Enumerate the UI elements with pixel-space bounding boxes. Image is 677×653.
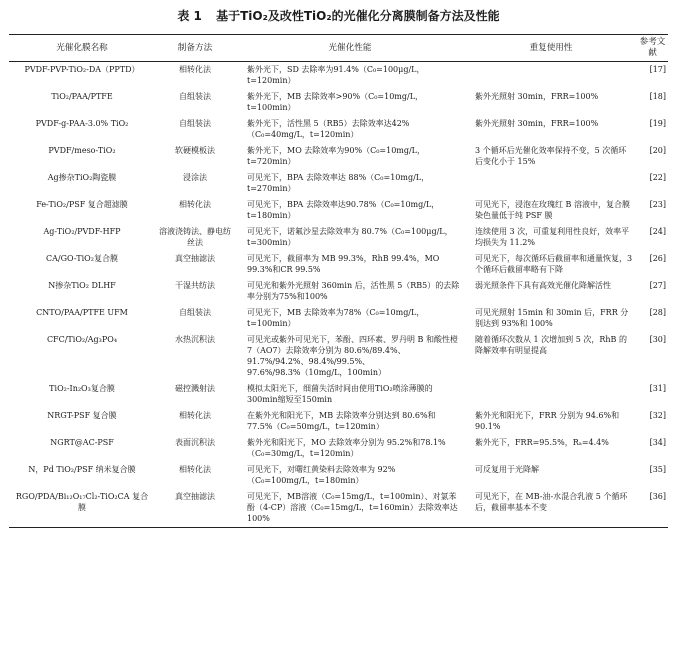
cell-membrane-name: RGO/PDA/Bi₁₂O₁₇Cl₂-TiO₂CA 复合膜 — [15, 492, 149, 512]
cell-reference: [28] — [649, 308, 666, 317]
cell-reuse — [465, 170, 637, 197]
table-caption — [9, 8, 668, 24]
header-reference: 参考文献 — [639, 37, 666, 58]
header-photocatalytic-performance: 光催化性能 — [328, 42, 372, 53]
cell-method: 相转化法 — [179, 200, 211, 209]
cell-method: 自组装法 — [179, 119, 211, 128]
cell-performance: 可见光和紫外光照射 360min 后，活性黑 5（RB5）的去除率分别为75%和100% — [247, 281, 460, 301]
cell-performance: 可见光下，截留率为 MB 99.3%，RhB 99.4%，MO 99.3%和CR 99.5% — [247, 254, 440, 274]
cell-reuse: 紫外光和阳光下，FRR 分别为 94.6%和 90.1% — [475, 411, 620, 431]
cell-reuse: 可见光照射 15min 和 30min 后，FRR 分别达到 93%和 100% — [475, 308, 629, 328]
header-preparation-method: 制备方法 — [177, 42, 213, 53]
cell-reference: [36] — [649, 492, 666, 501]
cell-method: 表面沉积法 — [175, 438, 215, 447]
cell-method: 磁控溅射法 — [175, 384, 215, 393]
cell-reuse: 紫外光照射 30min，FRR=100% — [475, 92, 599, 101]
cell-reference: [26] — [649, 254, 666, 263]
table-row — [9, 62, 668, 90]
cell-method: 相转化法 — [179, 65, 211, 74]
cell-method: 相转化法 — [179, 465, 211, 474]
cell-performance: 紫外光下，SD 去除率为91.4%（C₀=100μg/L，t=120min） — [247, 65, 425, 85]
cell-method: 真空抽滤法 — [175, 254, 215, 263]
cell-method: 干湿共纺法 — [175, 281, 215, 290]
cell-membrane-name: N，Pd TiO₂/PSF 纳米复合膜 — [28, 465, 136, 474]
cell-reuse: 紫外光照射 30min，FRR=100% — [475, 119, 599, 128]
cell-reference: [35] — [649, 465, 666, 474]
cell-method: 水热沉积法 — [175, 335, 215, 344]
cell-performance: 在紫外光和阳光下，MB 去除效率分别达到 80.6%和 77.5%（C₀=50mg/L，t=120min） — [247, 411, 436, 431]
cell-reference: [17] — [649, 65, 666, 74]
cell-performance: 紫外光下，MO 去除效率为90%（C₀=10mg/L，t=720min） — [247, 146, 425, 166]
cell-membrane-name: CA/GO-TiO₂复合膜 — [46, 254, 118, 263]
cell-membrane-name: Ag-TiO₂/PVDF-HFP — [43, 227, 121, 236]
cell-membrane-name: NRGT-PSF 复合膜 — [47, 411, 117, 420]
cell-method: 相转化法 — [179, 411, 211, 420]
table-row — [9, 381, 668, 408]
cell-reuse: 可见光下，在 MB-油-水混合乳液 5 个循环后，截留率基本不变 — [475, 492, 628, 512]
table-row — [9, 224, 668, 251]
cell-reuse: 可反复用于光降解 — [475, 465, 539, 474]
cell-reference: [31] — [649, 384, 666, 393]
cell-performance: 可见光下，MB溶液（C₀=15mg/L，t=100min）、对氯苯酚（4-CP）溶液（C₀=15mg/L，t=160min）去除效率达100% — [247, 492, 458, 523]
cell-membrane-name: PVDF-g-PAA-3.0% TiO₂ — [35, 119, 129, 128]
table-row — [9, 332, 668, 381]
cell-membrane-name: CNTO/PAA/PTFE UFM — [36, 308, 128, 317]
cell-reuse: 可见光下，每次循环后截留率和通量恢复，3 个循环后截留率略有下降 — [475, 254, 633, 274]
cell-membrane-name: CFC/TiO₂/Ag₃PO₄ — [46, 335, 118, 344]
cell-membrane-name: PVDF/meso-TiO₂ — [48, 146, 116, 155]
table-row — [9, 278, 668, 305]
table-row — [9, 305, 668, 332]
header-membrane-name: 光催化膜名称 — [56, 42, 108, 53]
cell-reference: [19] — [649, 119, 666, 128]
cell-performance: 紫外光下，MB 去除效率>90%（C₀=10mg/L，t=100min） — [247, 92, 424, 112]
table-row — [9, 170, 668, 197]
cell-reuse: 连续使用 3 次，可重复利用性良好，效率平均损失为 11.2% — [475, 227, 630, 247]
cell-performance: 可见光下，BPA 去除效率达 88%（C₀=10mg/L，t=270min） — [247, 173, 430, 193]
cell-membrane-name: NGRT@AC-PSF — [50, 438, 114, 447]
cell-reference: [27] — [649, 281, 666, 290]
cell-reference: [32] — [649, 411, 666, 420]
table-row — [9, 197, 668, 224]
cell-membrane-name: N掺杂TiO₂ DLHF — [48, 281, 116, 290]
cell-membrane-name: Ag掺杂TiO₂陶瓷膜 — [47, 173, 117, 182]
cell-performance: 模拟太阳光下，细菌失活时间由使用TiO₂喷涂薄膜的300min缩短至150min — [247, 384, 433, 404]
table-row — [9, 251, 668, 278]
table-row — [9, 143, 668, 170]
table-row — [9, 435, 668, 462]
cell-performance: 可见光下，BPA 去除效率达90.78%（C₀=10mg/L，t=180min） — [247, 200, 440, 220]
cell-reuse: 可见光下，浸泡在玫瑰红 B 溶液中，复合膜染色量低于纯 PSF 膜 — [475, 200, 630, 220]
cell-performance: 可见光下，MB 去除效率为78%（C₀=10mg/L，t=100min） — [247, 308, 425, 328]
table-row — [9, 462, 668, 489]
cell-performance: 可见光或紫外可见光下，苯酚、四环素、罗丹明 B 和酸性橙 7（AO7）去除效率分别为 80.6%/89.4%、91.7%/94.2%、98.4%/99.5%、97.6%/98.3%（10mg/L，100min） — [247, 335, 458, 377]
cell-membrane-name: TiO₂/PAA/PTFE — [51, 92, 113, 101]
cell-reuse — [465, 62, 637, 90]
cell-reuse: 弱光照条件下具有高效光催化降解活性 — [475, 281, 611, 290]
cell-reuse: 随着循环次数从 1 次增加到 5 次，RhB 的降解效率有明显提高 — [475, 335, 627, 355]
table-row — [9, 489, 668, 528]
cell-membrane-name: TiO₂-In₂O₃复合膜 — [49, 384, 115, 393]
photocatalytic-membrane-table — [9, 34, 668, 528]
table-title: 基于TiO₂及改性TiO₂的光催化分离膜制备方法及性能 — [216, 9, 500, 23]
cell-reference: [18] — [649, 92, 666, 101]
cell-performance: 可见光下，诺氟沙星去除效率为 80.7%（C₀=100μg/L，t=300min） — [247, 227, 453, 247]
cell-method: 软硬模板法 — [175, 146, 215, 155]
cell-reference: [24] — [649, 227, 666, 236]
cell-performance: 紫外光下，活性黑 5（RB5）去除效率达42%（C₀=40mg/L，t=120min） — [247, 119, 410, 139]
table-row — [9, 89, 668, 116]
cell-reference: [34] — [649, 438, 666, 447]
cell-reference: [22] — [649, 173, 666, 182]
cell-performance: 紫外光和阳光下，MO 去除效率分别为 95.2%和78.1%（C₀=30mg/L，t=120min） — [247, 438, 446, 458]
cell-performance: 可见光下，对曙红黄染料去除效率为 92%（C₀=100mg/L，t=180min） — [247, 465, 396, 485]
cell-reuse: 紫外光下，FRR=95.5%，Rₐ=4.4% — [475, 438, 609, 447]
cell-reference: [30] — [649, 335, 666, 344]
cell-method: 浸涂法 — [183, 173, 207, 182]
cell-membrane-name: Fe-TiO₂/PSF 复合超滤膜 — [36, 200, 128, 209]
cell-method: 自组装法 — [179, 308, 211, 317]
cell-reuse — [465, 381, 637, 408]
table-header-row — [9, 35, 668, 62]
header-reusability: 重复使用性 — [529, 42, 573, 53]
cell-membrane-name: PVDF-PVP-TiO₂-DA（PPTD） — [24, 65, 140, 74]
table-row — [9, 116, 668, 143]
cell-reference: [23] — [649, 200, 666, 209]
cell-method: 真空抽滤法 — [175, 492, 215, 501]
cell-method: 溶液浇铸法、静电纺丝法 — [159, 227, 231, 247]
cell-method: 自组装法 — [179, 92, 211, 101]
cell-reference: [20] — [649, 146, 666, 155]
cell-reuse: 3 个循环后光催化效率保持不变，5 次循环后变化小于 15% — [475, 146, 627, 166]
table-row — [9, 408, 668, 435]
table-number: 表 1 — [177, 9, 202, 23]
